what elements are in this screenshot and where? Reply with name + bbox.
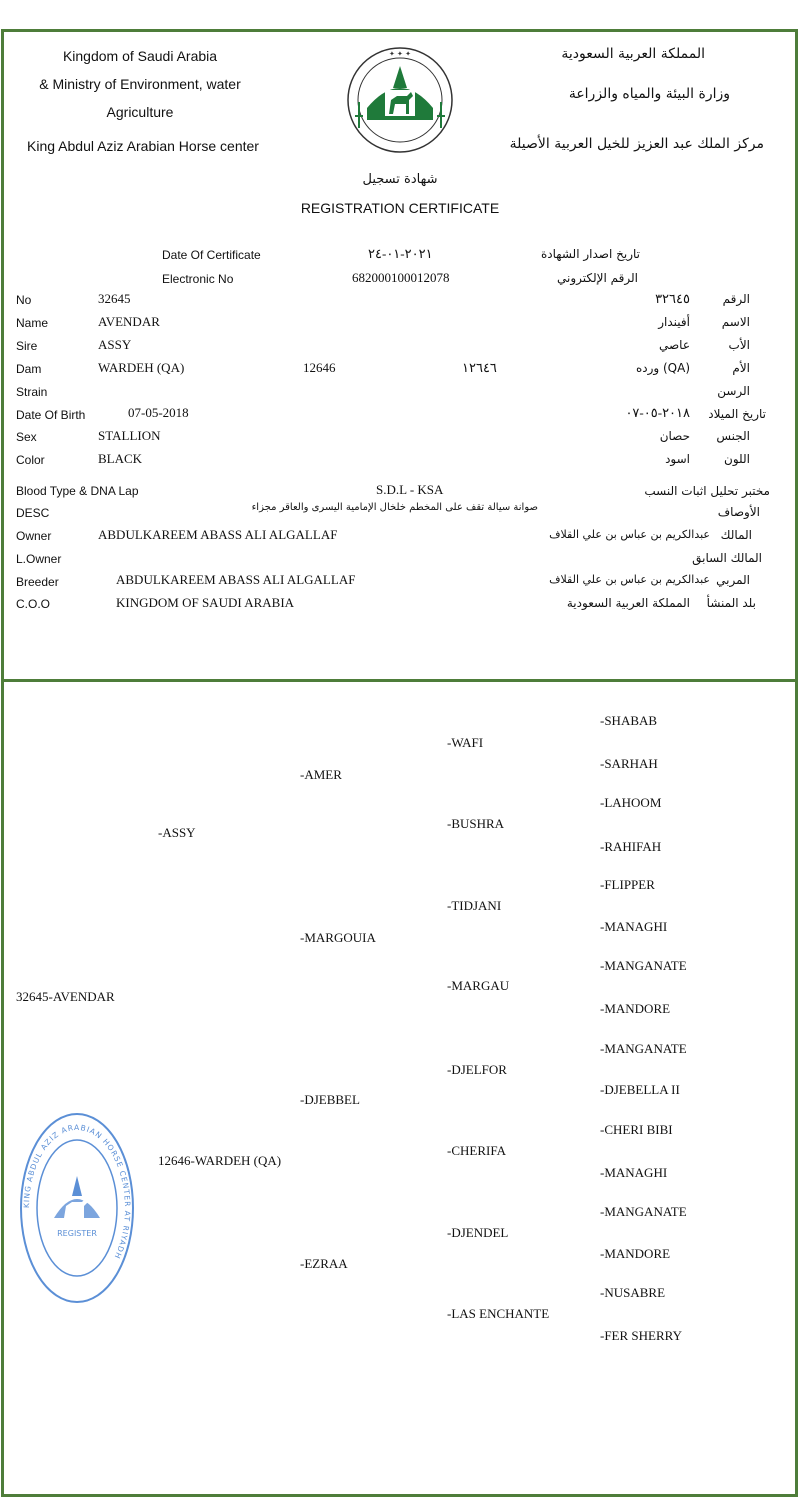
- field-dam-number: 12646: [303, 360, 336, 375]
- field-value-name: AVENDAR: [98, 314, 160, 329]
- header-en-line1: Kingdom of Saudi Arabia: [62, 48, 218, 64]
- pedigree-gen3-item: -BUSHRA: [447, 816, 505, 831]
- pedigree-gen4-item: -DJEBELLA II: [600, 1082, 680, 1097]
- field-label-dam-ar: الأم: [732, 361, 750, 375]
- field-value-dam-ar: (QA) ورده: [635, 361, 690, 375]
- pedigree-gen3-item: -CHERIFA: [447, 1143, 506, 1158]
- pedigree-gen3-item: -DJENDEL: [447, 1225, 509, 1240]
- header-en-center: King Abdul Aziz Arabian Horse center: [27, 138, 259, 154]
- electronic-value: 682000100012078: [352, 270, 450, 285]
- seal-inner-text: REGISTER: [57, 1229, 97, 1238]
- pedigree-gen2-item: -EZRAA: [300, 1256, 348, 1271]
- desc-label-ar: الأوصاف: [717, 505, 760, 519]
- field-value-sex-ar: حصان: [659, 429, 690, 443]
- field-label-no-ar: الرقم: [722, 292, 750, 306]
- owner-value: ABDULKAREEM ABASS ALI ALGALLAF: [98, 527, 338, 542]
- pedigree-gen4-item: -RAHIFAH: [600, 839, 662, 854]
- pedigree-gen4-item: -MANGANATE: [600, 958, 687, 973]
- field-label-strain: Strain: [16, 385, 48, 399]
- header-en-line2: & Ministry of Environment, water: [39, 76, 241, 92]
- svg-text:✦ ✦ ✦: ✦ ✦ ✦: [388, 50, 412, 58]
- electronic-label-ar: الرقم الإلكتروني: [557, 271, 638, 285]
- pedigree-gen2-item: -MARGOUIA: [300, 930, 376, 945]
- breeder-label-ar: المربي: [716, 573, 750, 587]
- lowner-label-ar: المالك السابق: [692, 551, 762, 565]
- pedigree-gen2-item: -AMER: [300, 767, 342, 782]
- pedigree-gen4-item: -LAHOOM: [600, 795, 662, 810]
- coo-label: C.O.O: [16, 597, 51, 611]
- pedigree-gen4-item: -SARHAH: [600, 756, 658, 771]
- pedigree-gen4-item: -FLIPPER: [600, 877, 655, 892]
- field-value-sire-ar: عاصي: [658, 338, 690, 352]
- field-label-color-ar: اللون: [724, 452, 750, 466]
- field-value-color-ar: اسود: [665, 452, 690, 466]
- field-value-sex: STALLION: [98, 428, 161, 443]
- date-value: ٢٠٢١-٠١-٢٤: [368, 246, 433, 261]
- owner-label: Owner: [16, 529, 52, 543]
- field-label-name-ar: الاسم: [721, 315, 750, 329]
- pedigree-gen3-item: -MARGAU: [447, 978, 510, 993]
- header-ar-line1: المملكة العربية السعودية: [561, 46, 705, 62]
- field-value-name-ar: أفيندار: [658, 315, 690, 329]
- field-label-no: No: [16, 293, 32, 307]
- field-label-dob: Date Of Birth: [16, 408, 86, 422]
- header-ar-line3: مركز الملك عبد العزيز للخيل العربية الأصيلة: [509, 136, 764, 152]
- pedigree-gen3-item: -TIDJANI: [447, 898, 502, 913]
- pedigree-dam: 12646-WARDEH (QA): [158, 1153, 282, 1168]
- pedigree-gen2-item: -DJEBBEL: [300, 1092, 360, 1107]
- pedigree-gen4-item: -FER SHERRY: [600, 1328, 682, 1343]
- field-value-no-ar: ٣٢٦٤٥: [655, 291, 690, 306]
- field-value-dob-ar: ٢٠١٨-٠٥-٠٧: [625, 405, 690, 420]
- owner-label-ar: المالك: [720, 528, 752, 542]
- pedigree-gen3-item: -LAS ENCHANTE: [447, 1306, 550, 1321]
- field-value-dob: 07-05-2018: [128, 405, 189, 420]
- coo-label-ar: بلد المنشأ: [706, 596, 756, 610]
- desc-value-ar: صوانة سيالة تقف على المخطم خلخال الإمامية اليسرى والعاقر مجزاء: [251, 502, 538, 513]
- blood-type-value: S.D.L - KSA: [376, 482, 444, 497]
- pedigree-gen4-item: -NUSABRE: [600, 1285, 666, 1300]
- field-label-sex-ar: الجنس: [716, 429, 750, 443]
- field-label-sex: Sex: [16, 430, 37, 444]
- pedigree-sire: -ASSY: [158, 825, 196, 840]
- pedigree-gen4-item: -CHERI BIBI: [600, 1122, 673, 1137]
- blood-type-label-ar: مختبر تحليل اثبات النسب: [644, 484, 770, 498]
- field-label-dob-ar: تاريخ الميلاد: [708, 407, 766, 421]
- title-english: REGISTRATION CERTIFICATE: [300, 200, 500, 216]
- header-ar-line2: وزارة البيئة والمياه والزراعة: [568, 86, 730, 102]
- electronic-label-en: Electronic No: [162, 272, 234, 286]
- breeder-value-ar: عبدالكريم بن عباس بن علي القلاف: [549, 573, 710, 586]
- field-label-strain-ar: الرسن: [717, 384, 750, 398]
- pedigree-horse: 32645-AVENDAR: [16, 989, 115, 1004]
- center-logo: [345, 38, 455, 168]
- blood-type-label: Blood Type & DNA Lap: [16, 484, 139, 498]
- header-en-line3: Agriculture: [106, 104, 174, 120]
- owner-value-ar: عبدالكريم بن عباس بن علي القلاف: [549, 528, 710, 541]
- field-label-sire-ar: الأب: [728, 338, 750, 352]
- pedigree-gen3-item: -DJELFOR: [447, 1062, 507, 1077]
- pedigree-gen4-item: -SHABAB: [600, 713, 658, 728]
- pedigree-gen4-item: -MANAGHI: [600, 919, 668, 934]
- header-english: [20, 42, 260, 126]
- field-value-no: 32645: [98, 291, 131, 306]
- field-label-dam: Dam: [16, 362, 42, 376]
- seal-text: KING ABDUL AZIZ ARABIAN HORSE CENTER AT RIYADH: [21, 1122, 133, 1261]
- pedigree-gen4-item: -MANGANATE: [600, 1204, 687, 1219]
- desc-label: DESC: [16, 506, 50, 520]
- title-arabic: شهادة تسجيل: [362, 172, 438, 187]
- field-value-sire: ASSY: [98, 337, 132, 352]
- breeder-value: ABDULKAREEM ABASS ALI ALGALLAF: [116, 572, 356, 587]
- breeder-label: Breeder: [16, 575, 59, 589]
- pedigree-gen4-item: -MANDORE: [600, 1001, 671, 1016]
- lowner-label: L.Owner: [16, 552, 62, 566]
- field-value-color: BLACK: [98, 451, 143, 466]
- pedigree-gen4-item: -MANGANATE: [600, 1041, 687, 1056]
- date-label-en: Date Of Certificate: [162, 248, 261, 262]
- registration-seal: [18, 1110, 136, 1306]
- coo-value: KINGDOM OF SAUDI ARABIA: [116, 595, 295, 610]
- date-label-ar: تاريخ اصدار الشهادة: [541, 247, 640, 261]
- field-label-name: Name: [16, 316, 49, 330]
- field-value-dam: WARDEH (QA): [98, 360, 185, 375]
- field-label-color: Color: [16, 453, 45, 467]
- field-dam-number-ar: ١٢٦٤٦: [462, 360, 497, 375]
- pedigree-gen4-item: -MANDORE: [600, 1246, 671, 1261]
- pedigree-gen4-item: -MANAGHI: [600, 1165, 668, 1180]
- coo-value-ar: المملكة العربية السعودية: [566, 596, 690, 610]
- pedigree-gen3-item: -WAFI: [447, 735, 484, 750]
- field-label-sire: Sire: [16, 339, 38, 353]
